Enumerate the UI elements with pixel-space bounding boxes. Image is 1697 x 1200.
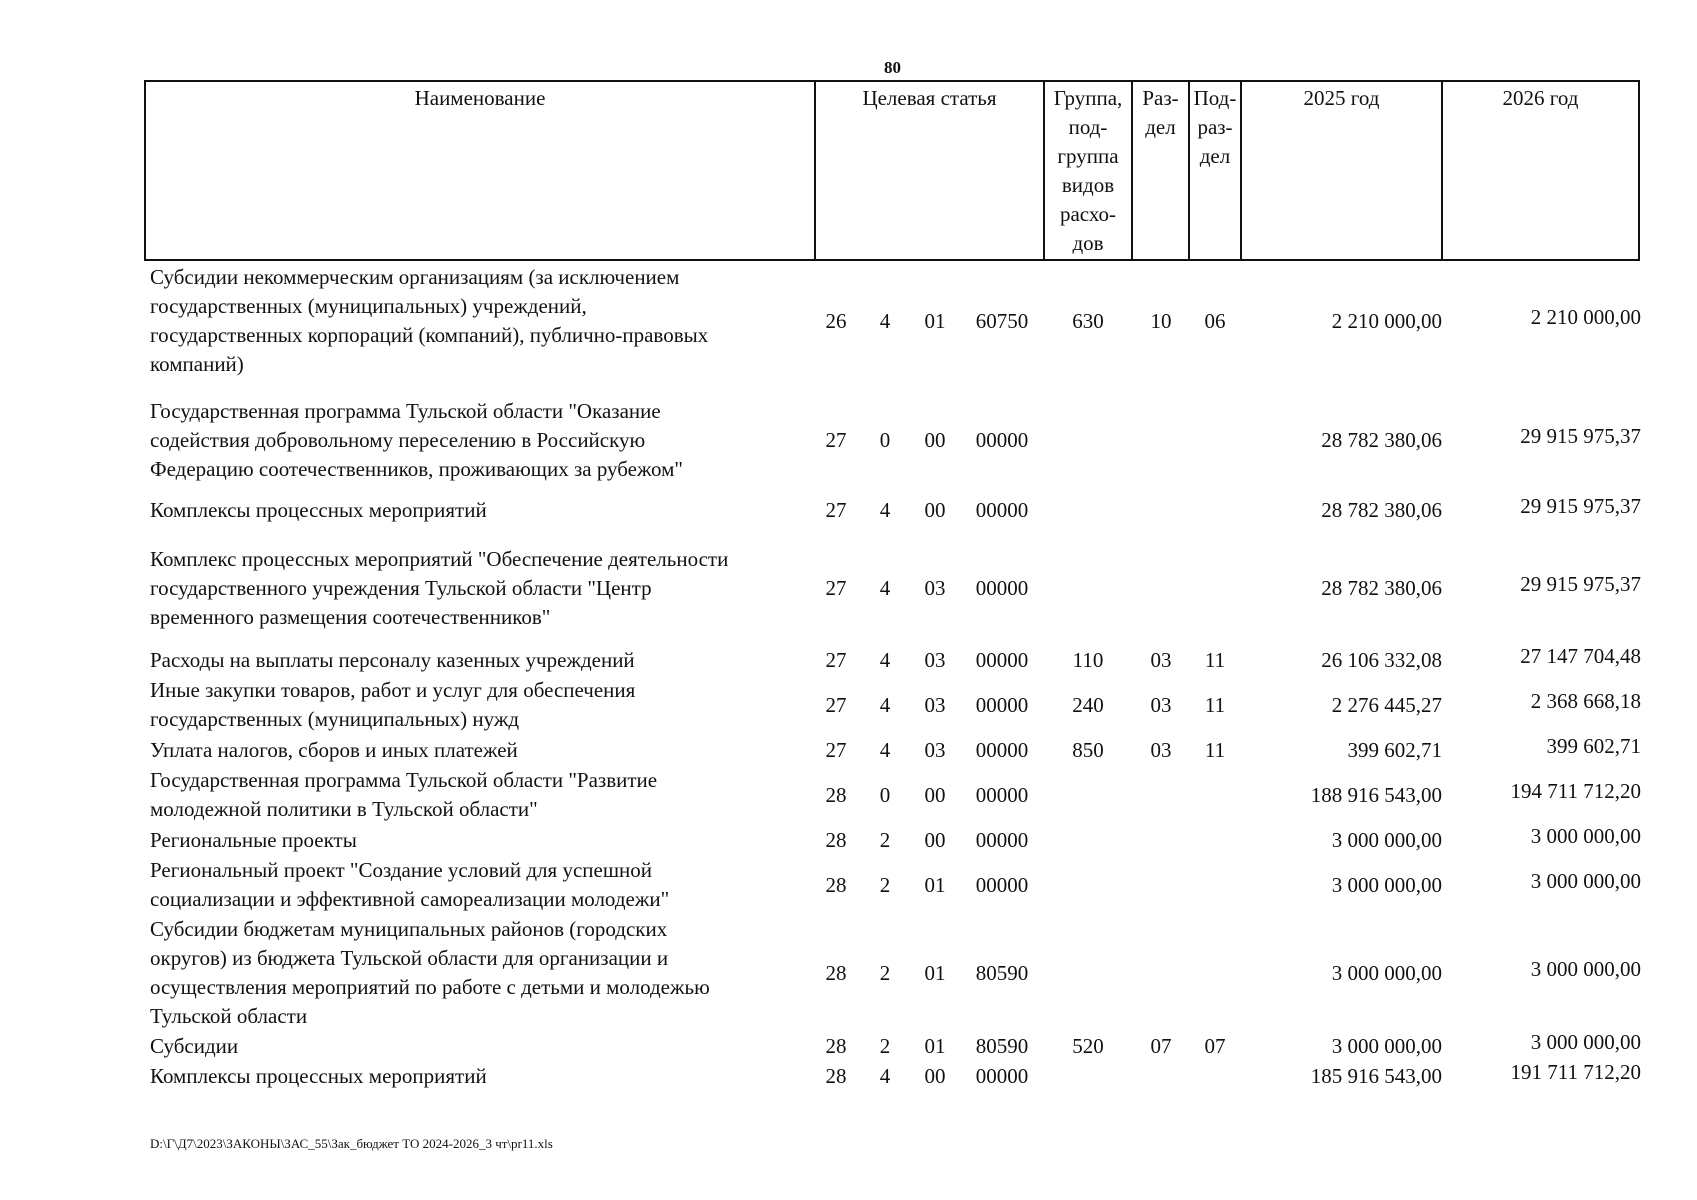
row-amount-2025: 3 000 000,00 [1331, 828, 1442, 852]
row-amount-2025: 185 916 543,00 [1310, 1064, 1442, 1088]
row-name: Государственная программа Тульской области "Развитие молодежной политики в Тульской области" [150, 768, 658, 821]
row-code-program: 27 [825, 738, 847, 762]
row-name: Уплата налогов, сборов и иных платежей [150, 738, 518, 762]
row-subsection: 11 [1204, 692, 1226, 717]
row-amount-2025: 3 000 000,00 [1331, 960, 1442, 985]
row-code-type: 4 [879, 576, 891, 600]
row-code-type: 4 [879, 1064, 891, 1088]
row-code-program: 27 [825, 576, 847, 600]
row-code-complex: 01 [924, 1034, 946, 1058]
header-name: Наименование [414, 86, 546, 110]
row-amount-2026: 3 000 000,00 [1530, 824, 1641, 848]
row-code-direction: 00000 [975, 648, 1029, 672]
row-expense-group: 850 [1072, 738, 1104, 762]
row-code-complex: 01 [924, 308, 946, 333]
row-code-complex: 00 [924, 1064, 946, 1088]
row-expense-group: 110 [1072, 648, 1104, 672]
row-name: Комплексы процессных мероприятий [150, 1064, 487, 1088]
row-code-program: 28 [825, 782, 847, 807]
row-amount-2025: 2 276 445,27 [1331, 692, 1442, 717]
row-amount-2025: 28 782 380,06 [1321, 576, 1442, 600]
row-name: Комплекс процессных мероприятий "Обеспечение деятельности государственного учреждения Тульской области "Центр временного размещения соотечественников" [150, 547, 729, 629]
row-section: 10 [1150, 308, 1172, 333]
row-code-program: 27 [825, 648, 847, 672]
row-amount-2026: 2 368 668,18 [1530, 688, 1641, 713]
row-code-direction: 00000 [975, 498, 1029, 522]
row-code-direction: 80590 [975, 960, 1029, 985]
row-amount-2025: 3 000 000,00 [1331, 1034, 1442, 1058]
row-amount-2025: 399 602,71 [1347, 738, 1442, 762]
row-amount-2026: 191 711 712,20 [1510, 1060, 1641, 1084]
row-code-complex: 00 [924, 782, 946, 807]
row-name: Комплексы процессных мероприятий [150, 498, 487, 522]
row-name: Государственная программа Тульской области "Оказание содействия добровольному переселению в Российскую Федерацию соотечественников, проживающих за рубежом" [150, 399, 683, 481]
row-name: Региональные проекты [150, 828, 357, 852]
row-amount-2026: 194 711 712,20 [1510, 778, 1641, 803]
row-code-type: 2 [879, 1034, 891, 1058]
row-code-program: 27 [825, 428, 847, 452]
row-code-direction: 00000 [975, 692, 1029, 717]
row-name: Иные закупки товаров, работ и услуг для обеспечения государственных (муниципальных) нужд [150, 678, 636, 731]
row-code-program: 27 [825, 498, 847, 522]
row-amount-2025: 28 782 380,06 [1321, 428, 1442, 452]
row-code-direction: 00000 [975, 576, 1029, 600]
row-code-complex: 01 [924, 960, 946, 985]
row-subsection: 11 [1204, 738, 1226, 762]
row-code-type: 4 [879, 692, 891, 717]
row-code-type: 4 [879, 498, 891, 522]
row-amount-2026: 29 915 975,37 [1520, 424, 1641, 448]
row-code-complex: 00 [924, 428, 946, 452]
row-amount-2026: 3 000 000,00 [1530, 868, 1641, 893]
row-name: Региональный проект "Создание условий для успешной социализации и эффективной самореализации молодежи" [150, 858, 670, 911]
row-code-type: 2 [879, 872, 891, 897]
row-code-program: 28 [825, 960, 847, 985]
row-code-direction: 80590 [975, 1034, 1029, 1058]
row-expense-group: 240 [1072, 692, 1104, 717]
row-code-type: 4 [879, 738, 891, 762]
row-code-type: 4 [879, 308, 891, 333]
row-code-complex: 00 [924, 498, 946, 522]
row-code-direction: 00000 [975, 782, 1029, 807]
row-amount-2025: 28 782 380,06 [1321, 498, 1442, 522]
row-code-program: 28 [825, 1034, 847, 1058]
row-name: Субсидии [150, 1034, 239, 1058]
row-code-type: 2 [879, 828, 891, 852]
row-section: 03 [1150, 692, 1172, 717]
row-subsection: 11 [1204, 648, 1226, 672]
row-amount-2025: 2 210 000,00 [1331, 308, 1442, 333]
row-code-complex: 03 [924, 576, 946, 600]
row-code-program: 28 [825, 872, 847, 897]
row-code-program: 26 [825, 308, 847, 333]
row-code-complex: 00 [924, 828, 946, 852]
row-amount-2026: 3 000 000,00 [1530, 1030, 1641, 1054]
page-number: 80 [884, 58, 901, 77]
row-code-complex: 01 [924, 872, 946, 897]
row-code-type: 0 [879, 782, 891, 807]
row-code-direction: 60750 [975, 308, 1029, 333]
header-expense-group: Группа, под- группа видов расхо- дов [1053, 86, 1123, 255]
header-subsection: Под- раз- дел [1193, 86, 1237, 168]
row-code-program: 27 [825, 692, 847, 717]
row-subsection: 07 [1204, 1034, 1226, 1058]
row-code-program: 28 [825, 1064, 847, 1088]
row-code-type: 0 [879, 428, 891, 452]
row-amount-2025: 188 916 543,00 [1310, 782, 1442, 807]
row-subsection: 06 [1204, 308, 1226, 333]
row-amount-2025: 3 000 000,00 [1331, 872, 1442, 897]
row-code-direction: 00000 [975, 1064, 1029, 1088]
row-amount-2025: 26 106 332,08 [1321, 648, 1442, 672]
row-amount-2026: 3 000 000,00 [1530, 956, 1641, 981]
row-code-type: 2 [879, 960, 891, 985]
row-code-direction: 00000 [975, 828, 1029, 852]
row-amount-2026: 29 915 975,37 [1520, 494, 1641, 518]
row-name: Субсидии некоммерческим организациям (за исключением государственных (муниципальных) учреждений, государственных корпораций (компаний), публично-правовых компаний) [150, 265, 709, 376]
row-code-complex: 03 [924, 648, 946, 672]
header-section: Раз- дел [1142, 86, 1179, 139]
header-year-2026: 2026 год [1502, 86, 1579, 110]
footer-file-path: D:\Г\Д7\2023\ЗАКОНЫ\ЗАС_55\Зак_бюджет ТО 2024-2026_3 чт\pr11.xls [150, 1136, 553, 1151]
row-code-direction: 00000 [975, 428, 1029, 452]
row-code-complex: 03 [924, 738, 946, 762]
row-expense-group: 630 [1072, 308, 1104, 333]
row-code-direction: 00000 [975, 738, 1029, 762]
row-code-direction: 00000 [975, 872, 1029, 897]
row-code-type: 4 [879, 648, 891, 672]
row-section: 07 [1150, 1034, 1172, 1058]
row-section: 03 [1150, 648, 1172, 672]
row-code-program: 28 [825, 828, 847, 852]
row-name: Расходы на выплаты персоналу казенных учреждений [150, 648, 635, 672]
header-target-article: Целевая статья [862, 86, 997, 110]
row-amount-2026: 29 915 975,37 [1520, 572, 1641, 596]
row-amount-2026: 2 210 000,00 [1530, 304, 1641, 329]
header-year-2025: 2025 год [1303, 86, 1380, 110]
row-amount-2026: 399 602,71 [1546, 734, 1641, 758]
row-section: 03 [1150, 738, 1172, 762]
row-expense-group: 520 [1072, 1034, 1104, 1058]
row-amount-2026: 27 147 704,48 [1520, 644, 1641, 668]
row-code-complex: 03 [924, 692, 946, 717]
row-name: Субсидии бюджетам муниципальных районов (городских округов) из бюджета Тульской области для организации и осуществления мероприятий по работе с детьми и молодежью Тульской области [150, 917, 710, 1028]
